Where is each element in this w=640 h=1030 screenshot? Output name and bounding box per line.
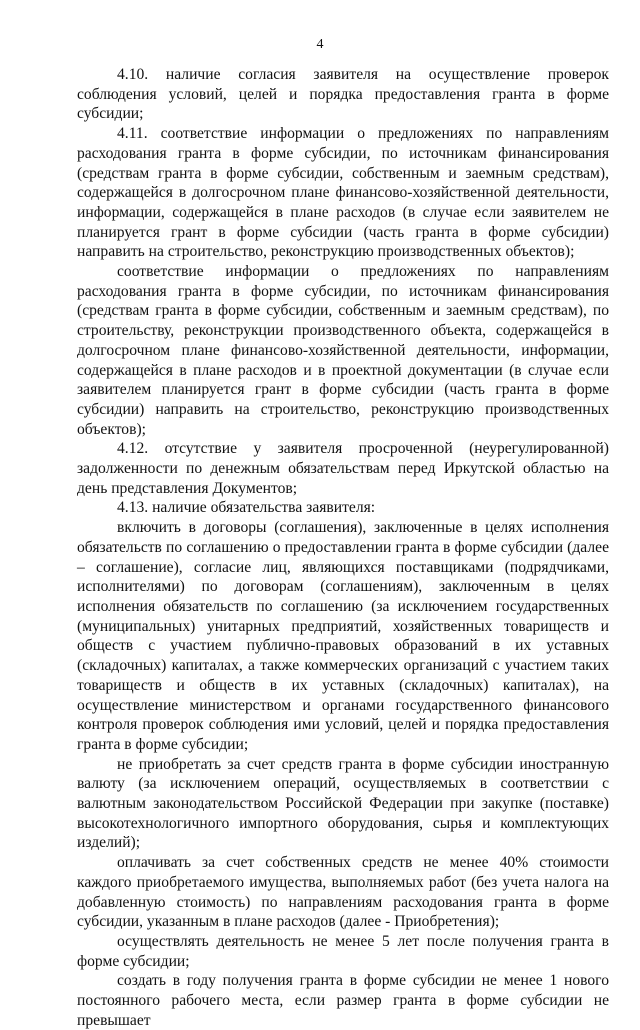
paragraph-4-11-construction: соответствие информации о предложениях по направлениям расходования гранта в форме субсидии, по источникам финансирования (средствам гранта в форме субсидии, собственным и заемным средствам), по строительству, реконструкции производственного объекта, содержащейся в долгосрочном плане финансово-хозяйственной деятельности, информации, содержащейся в плане расходов и в проектной документации (в случае если заявителем планируется грант в форме субсидии (часть гранта в форме субсидии) направить на строительство, реконструкцию производственных объектов); xyxy=(77,263,609,438)
paragraph-foreign-currency: не приобретать за счет средств гранта в форме субсидии иностранную валюту (за исключением операций, осуществляемых в соответствии с валютным законодательством Российской Федерации при закупке (поставке) высокотехнологичного импортного оборудования, сырья и комплектующих изделий); xyxy=(77,755,609,852)
paragraph-include-contracts: включить в договоры (соглашения), заключенные в целях исполнения обязательств по соглашению о предоставлении гранта в форме субсидии (далее – соглашение), согласие лиц, являющихся поставщиками (подрядчиками, исполнителями) по договорам (соглашениям), заключенным в целях исполнения обязательств по соглашению (за исключением государственных (муниципальных) унитарных предприятий, хозяйственных товариществ и обществ с участием публично-правовых образований в их уставных (складочных) капиталах, а также коммерческих организаций с участием таких товариществ и обществ в их уставных (складочных) капиталах), на осуществление министерством и органами государственного финансового контроля проверок соблюдения ими условий, целей и порядка предоставления гранта в форме субсидии; xyxy=(77,519,609,753)
page-number: 4 xyxy=(316,37,324,52)
paragraph-create-jobs: создать в году получения гранта в форме субсидии не менее 1 нового постоянного рабочего места, если размер гранта в форме субсидии не превышает xyxy=(77,972,609,1029)
document-body xyxy=(77,65,609,1030)
paragraph-4-12: 4.12. отсутствие у заявителя просроченной (неурегулированной) задолженности по денежным обязательствам перед Иркутской областью на день представления Документов; xyxy=(77,440,609,497)
paragraph-own-funds: оплачивать за счет собственных средств не менее 40% стоимости каждого приобретаемого имущества, выполняемых работ (без учета налога на добавленную стоимость) по направлениям расходования гранта в форме субсидии, указанным в плане расходов (далее - Приобретения); xyxy=(77,854,609,931)
paragraph-4-10: 4.10. наличие согласия заявителя на осуществление проверок соблюдения условий, целей и порядка предоставления гранта в форме субсидии; xyxy=(77,66,609,123)
paragraph-4-11: 4.11. соответствие информации о предложениях по направлениям расходования гранта в форме субсидии, по источникам финансирования (средствам гранта в форме субсидии, собственным и заемным средствам), содержащейся в долгосрочном плане финансово-хозяйственной деятельности, информации, содержащейся в плане расходов (в случае если заявителем не планируется грант в форме субсидии (часть гранта в форме субсидии) направить на строительство, реконструкцию производственных объектов); xyxy=(77,125,609,261)
paragraph-4-13: 4.13. наличие обязательства заявителя: xyxy=(117,499,376,517)
paragraph-activity-duration: осуществлять деятельность не менее 5 лет после получения гранта в форме субсидии; xyxy=(77,932,609,970)
